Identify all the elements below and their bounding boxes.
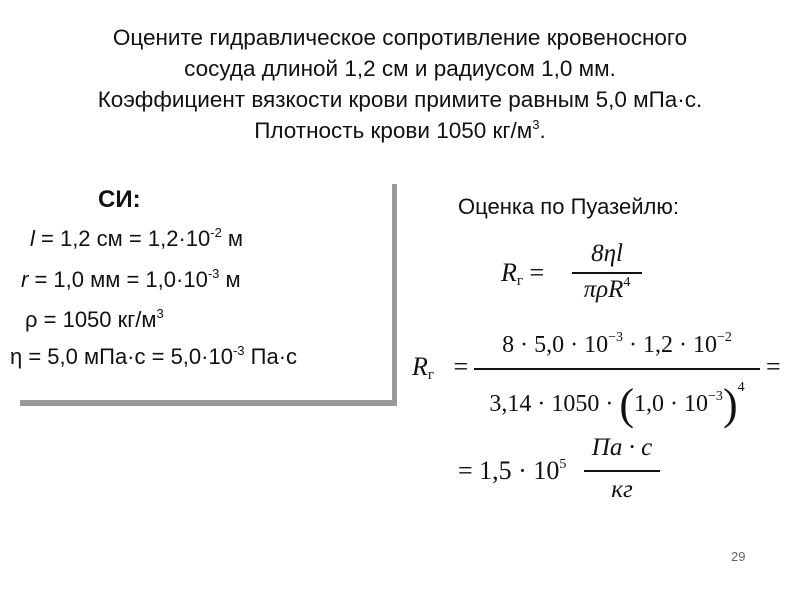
formula1-denominator xyxy=(572,276,642,304)
formula2-trailing-equals: = xyxy=(766,352,781,381)
formula2-num-exp1: −3 xyxy=(608,330,623,345)
result-unit-fraction xyxy=(584,428,660,510)
formula2-bar xyxy=(474,368,760,370)
formula1-bar xyxy=(572,272,642,274)
formula1-fraction xyxy=(572,236,642,306)
formula2-R-symbol: R xyxy=(412,352,428,381)
problem-line-1: Оцените гидравлическое сопротивление кровеносного xyxy=(112,25,688,50)
formula1-numerator xyxy=(572,240,642,268)
formula2-fraction xyxy=(474,322,760,429)
si-radius-symbol: r xyxy=(21,267,29,292)
formula1-num-text: 8ηl xyxy=(591,240,623,267)
formula2-den-exp2: 4 xyxy=(737,380,745,395)
si-viscosity-unit: Па·с xyxy=(244,344,298,369)
si-length-line xyxy=(30,226,243,252)
si-viscosity-exp: -3 xyxy=(232,343,245,358)
si-radius-unit: м xyxy=(219,267,241,292)
problem-line-2: сосуда длиной 1,2 см и радиусом 1,0 мм. xyxy=(184,56,616,81)
formula2-den-b: 1,0 · 10 xyxy=(634,391,709,417)
formula2-den-exp1: −3 xyxy=(708,389,723,404)
si-viscosity-text: η = 5,0 мПа·с = 5,0·10 xyxy=(10,344,233,369)
problem-line-4-exp: 3 xyxy=(532,117,540,132)
problem-line-4-end: . xyxy=(539,118,546,143)
result-unit-num-text: Па · с xyxy=(591,434,653,461)
problem-line-4-text: Плотность крови 1050 кг/м xyxy=(254,118,533,143)
result-value xyxy=(458,456,566,486)
formula2-den-lparen: ( xyxy=(619,380,635,429)
si-radius-exp: -3 xyxy=(207,266,220,281)
si-length-text: = 1,2 см = 1,2·10 xyxy=(34,226,211,251)
si-radius-line xyxy=(21,267,241,293)
si-title: СИ: xyxy=(98,186,141,213)
formula1-R-sub: г xyxy=(516,273,524,289)
formula1-R-symbol: R xyxy=(501,258,517,287)
formula2-den-rparen: ) xyxy=(722,380,738,429)
si-viscosity-line xyxy=(10,344,297,370)
si-box-shadow-right xyxy=(392,184,397,406)
formula1-den-exp: 4 xyxy=(623,275,631,290)
formula2-den-a: 3,14 · 1050 · xyxy=(489,391,620,417)
si-length-symbol: l xyxy=(30,226,35,251)
formula2-R-sub: г xyxy=(427,367,435,383)
result-unit-den-text: кг xyxy=(611,476,633,503)
si-length-exp: -2 xyxy=(210,225,222,240)
problem-statement xyxy=(0,22,800,146)
formula1-den-text: πρR xyxy=(583,276,624,303)
si-length-unit: м xyxy=(221,226,244,251)
formula2-lhs xyxy=(412,352,468,382)
poiseuille-title: Оценка по Пуазейлю: xyxy=(458,194,679,219)
si-density-exp: 3 xyxy=(156,306,164,321)
si-density-line xyxy=(25,307,164,333)
formula2-equals: = xyxy=(453,352,469,381)
formula1-equals: = xyxy=(529,258,545,287)
result-exp: 5 xyxy=(559,457,567,472)
formula1-lhs xyxy=(501,258,544,288)
result-unit-bar xyxy=(584,470,660,472)
problem-line-3: Коэффициент вязкости крови примите равным 5,0 мПа·с. xyxy=(97,87,703,112)
si-density-text: ρ = 1050 кг/м xyxy=(25,307,157,332)
problem-line-4 xyxy=(0,115,800,146)
formula2-numerator xyxy=(474,332,760,359)
formula2-num-exp2: −2 xyxy=(716,330,732,345)
result-unit-numerator xyxy=(584,434,660,462)
si-box-shadow-bottom xyxy=(20,400,397,406)
formula2-denominator xyxy=(474,380,760,429)
formula2-num-a: 8 · 5,0 · 10 xyxy=(502,332,609,358)
result-unit-denominator xyxy=(584,476,660,504)
si-radius-text: = 1,0 мм = 1,0·10 xyxy=(28,267,208,292)
formula2-num-b: · 1,2 · 10 xyxy=(623,332,717,358)
page-number: 29 xyxy=(731,549,746,564)
result-text: = 1,5 · 10 xyxy=(458,456,560,485)
